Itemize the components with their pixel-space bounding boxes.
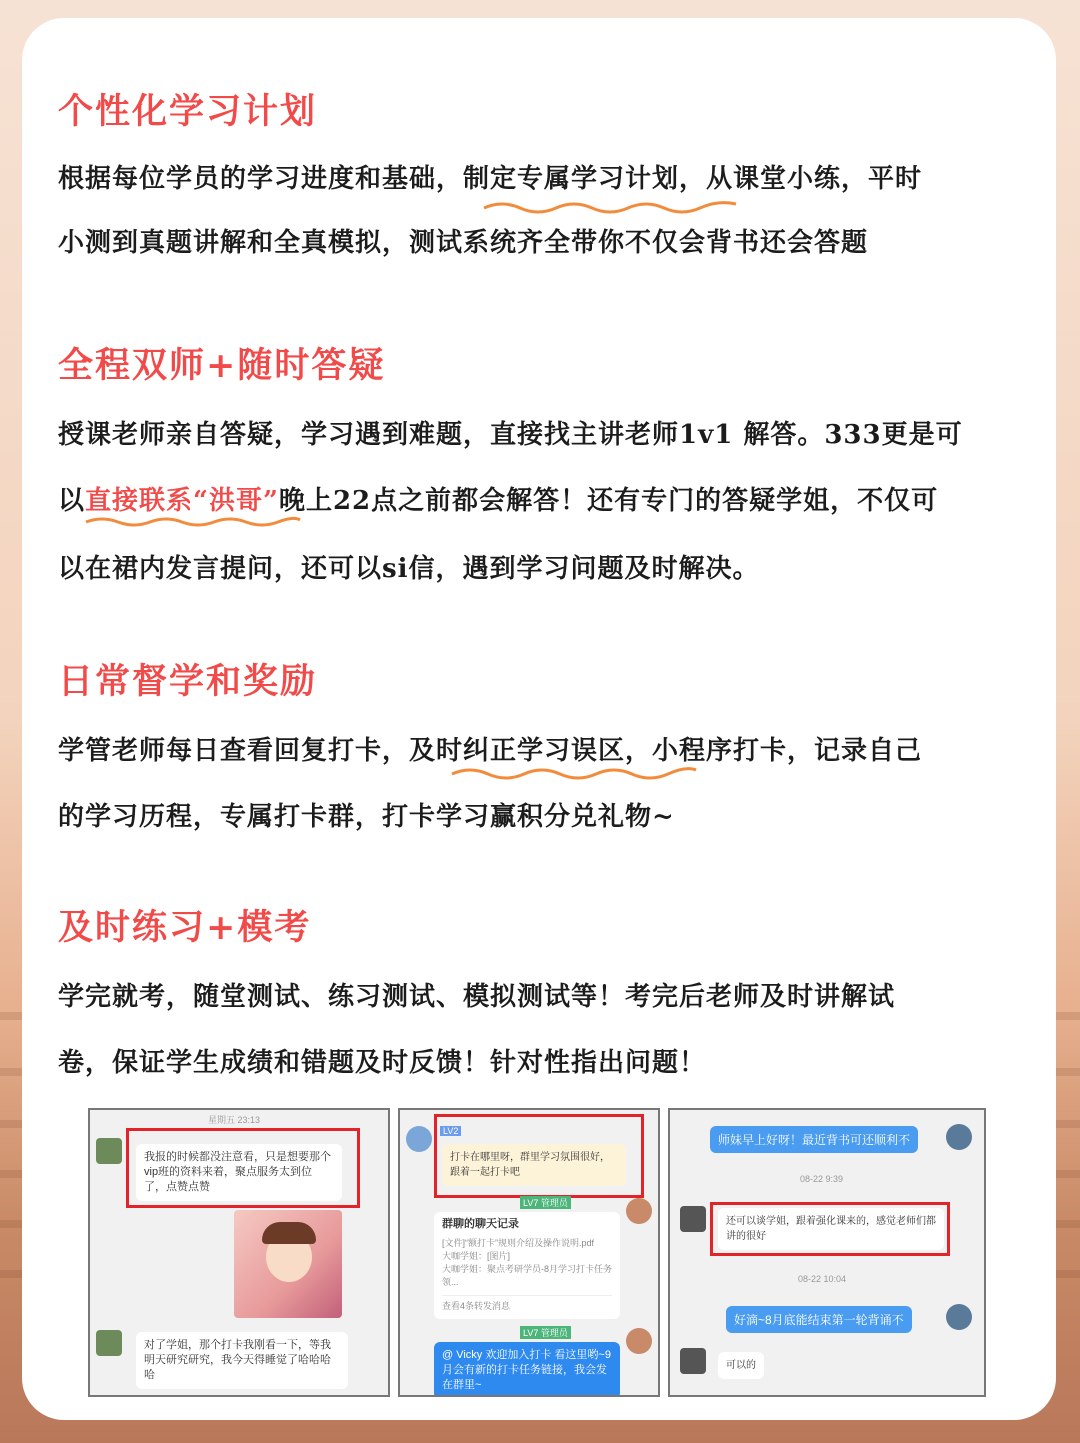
- section-text-qa-3: 以在裙内发言提问，还可以si信，遇到学习问题及时解决。: [58, 554, 760, 584]
- content-card: [22, 18, 1056, 1420]
- section-title-supervision: 日常督学和奖励: [58, 661, 318, 702]
- avatar: [946, 1304, 972, 1330]
- avatar: [406, 1126, 432, 1152]
- wave-underline: [450, 764, 700, 780]
- avatar: [680, 1206, 706, 1232]
- chat-screenshot-2: LV2 打卡在哪里呀，群里学习氛围很好，跟着一起打卡吧 LV7 管理员 群聊的聊天记录 [文件]“额打卡”规则介绍及操作说明.pdf 大咖学姐：[图片] 大咖学姐：聚点考研学员-8月学习打卡任务领... 查看4条转发消息 LV7 管理员 @ Vicky 欢迎加入打卡 看这里哟~9月会有新的打卡任务链接，我会发在群里~: [398, 1108, 660, 1397]
- section-text-qa-1: 授课老师亲自答疑，学习遇到难题，直接找主讲老师1v1 解答。333更是可: [58, 420, 963, 450]
- section-text-practice-1: 学完就考，随堂测试、练习测试、模拟测试等！考完后老师及时讲解试: [58, 982, 896, 1012]
- section-text-plan-1: 根据每位学员的学习进度和基础，制定专属学习计划，从课堂小练，平时: [58, 164, 923, 194]
- section-text-supervision-1: 学管老师每日查看回复打卡，及时纠正学习误区，小程序打卡，记录自己: [58, 736, 923, 766]
- avatar: [626, 1328, 652, 1354]
- highlight-box: [126, 1128, 360, 1208]
- chat-message: 打卡在哪里呀，群里学习氛围很好，跟着一起打卡吧: [442, 1144, 626, 1186]
- highlight-box: [710, 1202, 950, 1256]
- chat-message: 师妹早上好呀！最近背书可还顺利不: [710, 1126, 918, 1153]
- chat-message: 可以的: [718, 1352, 764, 1379]
- highlight-contact: 直接联系“洪哥”: [85, 486, 279, 516]
- chat-message: 好滴~8月底能结束第一轮背诵不: [726, 1306, 912, 1333]
- section-title-qa: 全程双师+随时答疑: [58, 345, 386, 386]
- chat-message: 对了学姐，那个打卡我刚看一下，等我明天研究研究，我今天得睡觉了哈哈哈哈: [136, 1332, 348, 1389]
- chat-message: @ Vicky 欢迎加入打卡 看这里哟~9月会有新的打卡任务链接，我会发在群里~: [434, 1342, 620, 1397]
- avatar: [626, 1198, 652, 1224]
- chat-screenshot-1: 星期五 23:13 我报的时候都没注意看，只是想要那个vip班的资料来着，聚点服务太到位了，点赞点赞 对了学姐，那个打卡我刚看一下，等我明天研究研究，我今天得睡觉了哈哈哈哈: [88, 1108, 390, 1397]
- chat-message: 我报的时候都没注意看，只是想要那个vip班的资料来着，聚点服务太到位了，点赞点赞: [136, 1144, 342, 1201]
- section-text-practice-2: 卷，保证学生成绩和错题及时反馈！针对性指出问题！: [58, 1048, 707, 1078]
- section-title-plan: 个性化学习计划: [58, 91, 318, 132]
- avatar: [680, 1348, 706, 1374]
- section-title-practice: 及时练习+模考: [58, 907, 312, 948]
- wave-underline: [482, 198, 747, 214]
- chat-message: 还可以谈学姐，跟着强化课来的，感觉老师们都讲的很好: [718, 1208, 944, 1250]
- avatar: [96, 1138, 122, 1164]
- forwarded-chat-card[interactable]: 群聊的聊天记录 [文件]“额打卡”规则介绍及操作说明.pdf 大咖学姐：[图片] 大咖学姐：聚点考研学员-8月学习打卡任务领... 查看4条转发消息: [434, 1212, 620, 1319]
- highlight-box: [434, 1114, 644, 1198]
- section-text-supervision-2: 的学习历程，专属打卡群，打卡学习赢积分兑礼物~: [58, 802, 675, 832]
- avatar: [96, 1330, 122, 1356]
- photo: [234, 1210, 342, 1318]
- wave-underline: [84, 514, 304, 528]
- section-text-plan-2: 小测到真题讲解和全真模拟，测试系统齐全带你不仅会背书还会答题: [58, 228, 869, 258]
- section-text-qa-2: 以直接联系“洪哥”晚上22点之前都会解答！还有专门的答疑学姐，不仅可: [58, 486, 939, 516]
- chat-screenshot-3: 师妹早上好呀！最近背书可还顺利不 08-22 9:39 还可以谈学姐，跟着强化课来的，感觉老师们都讲的很好 08-22 10:04 好滴~8月底能结束第一轮背诵不 可以的: [668, 1108, 986, 1397]
- avatar: [946, 1124, 972, 1150]
